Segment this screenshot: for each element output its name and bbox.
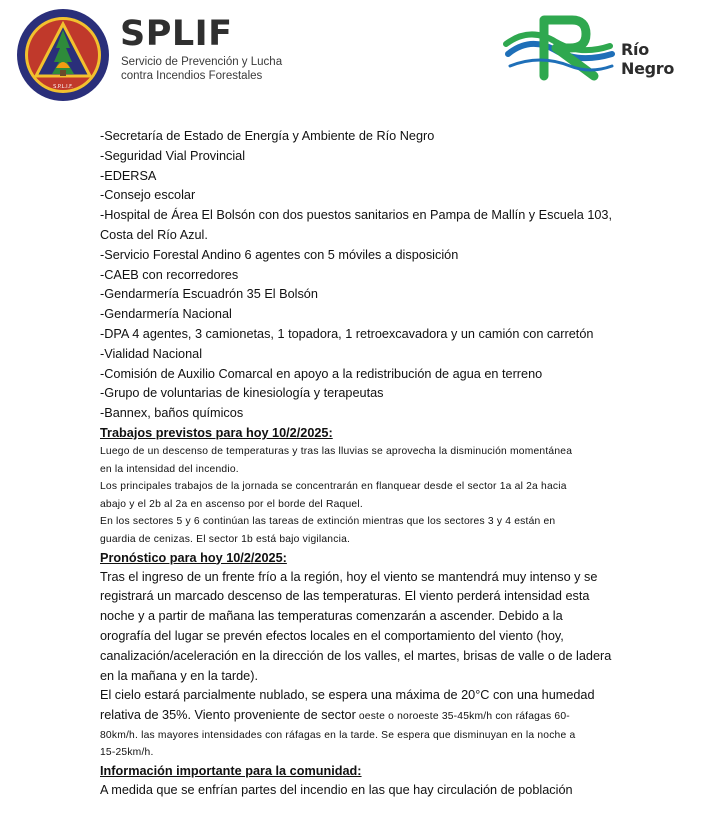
paragraph-line: El cielo estará parcialmente nublado, se espera una máxima de 20°C con una humedad bbox=[100, 688, 595, 703]
paragraph-line: guardia de cenizas. El sector 1b está bajo vigilancia. bbox=[100, 533, 351, 545]
list-item: -Seguridad Vial Provincial bbox=[100, 148, 246, 163]
informacion-section bbox=[100, 762, 620, 801]
list-item: -Consejo escolar bbox=[100, 188, 196, 203]
trabajos-section bbox=[100, 424, 620, 549]
participants-list bbox=[100, 127, 620, 424]
org-name: SPLIF bbox=[120, 14, 233, 54]
paragraph-text: relativa de 35%. Viento proveniente de sector bbox=[100, 708, 356, 723]
paragraph-text-small: oeste o noroeste 35-45km/h con ráfagas 60- bbox=[355, 711, 570, 723]
paragraph-line: registrará un marcado descenso de las temperaturas. El viento perderá intensidad esta bbox=[100, 589, 590, 604]
document-header bbox=[0, 0, 720, 110]
paragraph-line: canalización/aceleración en la dirección de los valles, el martes, brisas de valle o de ladera bbox=[100, 648, 612, 663]
paragraph-line: en la intensidad del incendio. bbox=[100, 463, 239, 475]
list-item: -EDERSA bbox=[100, 168, 157, 183]
list-item: -Bannex, baños químicos bbox=[100, 406, 244, 421]
paragraph-line: 80km/h. las mayores intensidades con ráfagas en la tarde. Se espera que disminuyan en la noche a bbox=[100, 729, 576, 741]
paragraph-line: noche y a partir de mañana las temperaturas comenzarán a ascender. Debido a la bbox=[100, 609, 563, 624]
paragraph-line: En los sectores 5 y 6 continúan las tareas de extinción mientras que los sectores 3 y 4 están en bbox=[100, 516, 556, 528]
list-item: -Hospital de Área El Bolsón con dos puestos sanitarios en Pampa de Mallín y Escuela 103, bbox=[100, 208, 613, 223]
list-item: -Servicio Forestal Andino 6 agentes con 5 móviles a disposición bbox=[100, 247, 459, 262]
org-subtitle: Servicio de Prevención y Lucha contra Incendios Forestales bbox=[121, 56, 283, 82]
list-item: -Vialidad Nacional bbox=[100, 346, 203, 361]
paragraph-line: 15-25km/h. bbox=[100, 747, 154, 759]
pronostico-section bbox=[100, 549, 620, 763]
paragraph-line: Tras el ingreso de un frente frío a la región, hoy el viento se mantendrá muy intenso y se bbox=[100, 569, 598, 584]
list-item: -Gendarmería Escuadrón 35 El Bolsón bbox=[100, 287, 318, 302]
list-item: Costa del Río Azul. bbox=[100, 227, 208, 242]
paragraph-line bbox=[100, 706, 620, 727]
section-heading: Trabajos previstos para hoy 10/2/2025: bbox=[100, 425, 333, 440]
paragraph-line: A medida que se enfrían partes del incendio en las que hay circulación de población bbox=[100, 783, 573, 798]
list-item: -Secretaría de Estado de Energía y Ambiente de Río Negro bbox=[100, 129, 435, 143]
list-item: -Grupo de voluntarias de kinesiología y terapeutas bbox=[100, 386, 384, 401]
svg-text:S.P.L.I.F.: S.P.L.I.F. bbox=[53, 84, 73, 90]
paragraph-line: Los principales trabajos de la jornada se concentrarán en flanquear desde el sector 1a al 2a hacia bbox=[100, 481, 567, 493]
list-item: -DPA 4 agentes, 3 camionetas, 1 topadora, 1 retroexcavadora y un camión con carretón bbox=[100, 326, 594, 341]
section-heading: Información importante para la comunidad: bbox=[100, 764, 362, 779]
paragraph-line: orografía del lugar se prevén efectos locales en el comportamiento del viento (hoy, bbox=[100, 628, 564, 643]
list-item: -Comisión de Auxilio Comarcal en apoyo a la redistribución de agua en terreno bbox=[100, 366, 543, 381]
splif-seal-logo bbox=[16, 8, 110, 102]
list-item: -CAEB con recorredores bbox=[100, 267, 239, 282]
province-name: Río Negro bbox=[621, 40, 675, 78]
paragraph-line: Luego de un descenso de temperaturas y tras las lluvias se aprovecha la disminución momentánea bbox=[100, 445, 573, 457]
list-item: -Gendarmería Nacional bbox=[100, 307, 232, 322]
report-body bbox=[100, 127, 620, 801]
paragraph-line: en la mañana y en la tarde). bbox=[100, 668, 258, 683]
rio-negro-logo bbox=[500, 14, 620, 84]
paragraph-line: abajo y el 2b al 2a en ascenso por el borde del Raquel. bbox=[100, 498, 363, 510]
section-heading: Pronóstico para hoy 10/2/2025: bbox=[100, 550, 287, 565]
